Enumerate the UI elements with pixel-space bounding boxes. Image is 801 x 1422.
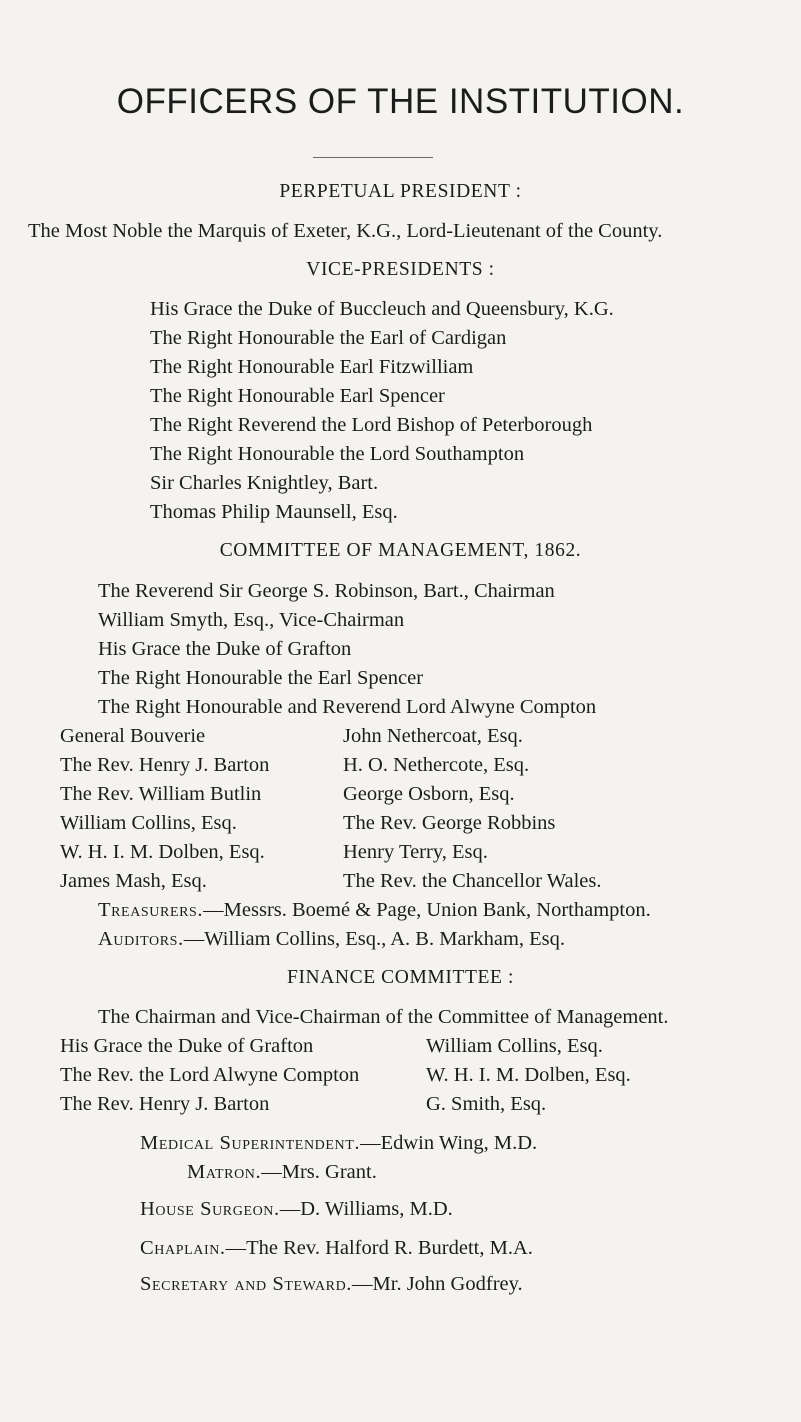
finance-member-right: William Collins, Esq. [426, 1035, 603, 1057]
committee-item: The Right Honourable the Earl Spencer [98, 667, 424, 689]
committee-member-right: John Nethercoat, Esq. [343, 725, 523, 747]
staff-value: —The Rev. Halford R. Burdett, M.A. [225, 1237, 533, 1259]
perpetual-president-name: The Most Noble the Marquis of Exeter, K.G., Lord-Lieutenant of the County. [28, 220, 663, 242]
treasurers-line [98, 898, 651, 922]
committee-member-right: The Rev. George Robbins [343, 812, 556, 834]
staff-line [140, 1236, 533, 1260]
finance-member-left: The Rev. the Lord Alwyne Compton [60, 1064, 360, 1086]
vice-president-item: His Grace the Duke of Buccleuch and Queensbury, K.G. [150, 298, 614, 320]
staff-line [187, 1160, 377, 1184]
staff-value: —Edwin Wing, M.D. [360, 1132, 538, 1154]
treasurers-value: —Messrs. Boemé & Page, Union Bank, Northampton. [203, 899, 651, 921]
committee-member-right: George Osborn, Esq. [343, 783, 515, 805]
auditors-line [98, 927, 565, 951]
vice-presidents-heading: VICE-PRESIDENTS : [306, 259, 495, 280]
staff-line [140, 1197, 453, 1221]
committee-member-left: The Rev. William Butlin [60, 783, 262, 805]
title-divider [313, 157, 433, 158]
committee-member-right: The Rev. the Chancellor Wales. [343, 870, 602, 892]
staff-line [140, 1131, 537, 1155]
committee-item: The Reverend Sir George S. Robinson, Bart., Chairman [98, 580, 555, 602]
auditors-label: Auditors. [98, 928, 184, 950]
committee-member-left: General Bouverie [60, 725, 206, 747]
treasurers-label: Treasurers. [98, 899, 204, 921]
committee-member-left: The Rev. Henry J. Barton [60, 754, 270, 776]
committee-member-left: James Mash, Esq. [60, 870, 207, 892]
finance-member-right: W. H. I. M. Dolben, Esq. [426, 1064, 631, 1086]
vice-president-item: The Right Honourable Earl Fitzwilliam [150, 356, 474, 378]
vice-president-item: The Right Honourable the Earl of Cardigan [150, 327, 507, 349]
vice-president-item: Sir Charles Knightley, Bart. [150, 472, 379, 494]
committee-member-left: William Collins, Esq. [60, 812, 237, 834]
committee-item: The Right Honourable and Reverend Lord Alwyne Compton [98, 696, 597, 718]
staff-value: —Mr. John Godfrey. [352, 1273, 523, 1295]
finance-committee-intro: The Chairman and Vice-Chairman of the Committee of Management. [98, 1006, 669, 1028]
vice-president-item: The Right Honourable Earl Spencer [150, 385, 445, 407]
auditors-value: —William Collins, Esq., A. B. Markham, Esq. [183, 928, 566, 950]
staff-label: Chaplain. [140, 1237, 226, 1259]
page-title: OFFICERS OF THE INSTITUTION. [116, 82, 685, 121]
finance-committee-heading: FINANCE COMMITTEE : [287, 967, 514, 988]
staff-line [140, 1272, 523, 1296]
committee-heading: COMMITTEE OF MANAGEMENT, 1862. [219, 540, 582, 561]
staff-value: —Mrs. Grant. [261, 1161, 377, 1183]
staff-value: —D. Williams, M.D. [279, 1198, 453, 1220]
committee-member-right: H. O. Nethercote, Esq. [343, 754, 530, 776]
staff-label: Matron. [187, 1161, 262, 1183]
vice-president-item: The Right Reverend the Lord Bishop of Peterborough [150, 414, 593, 436]
finance-member-right: G. Smith, Esq. [426, 1093, 547, 1115]
perpetual-president-heading: PERPETUAL PRESIDENT : [279, 181, 522, 202]
vice-president-item: The Right Honourable the Lord Southampton [150, 443, 525, 465]
vice-president-item: Thomas Philip Maunsell, Esq. [150, 501, 398, 523]
staff-label: Secretary and Steward. [140, 1273, 353, 1295]
staff-label: House Surgeon. [140, 1198, 280, 1220]
finance-member-left: His Grace the Duke of Grafton [60, 1035, 314, 1057]
committee-item: William Smyth, Esq., Vice-Chairman [98, 609, 405, 631]
committee-item: His Grace the Duke of Grafton [98, 638, 352, 660]
committee-member-right: Henry Terry, Esq. [343, 841, 488, 863]
staff-label: Medical Superintendent. [140, 1132, 361, 1154]
committee-member-left: W. H. I. M. Dolben, Esq. [60, 841, 265, 863]
finance-member-left: The Rev. Henry J. Barton [60, 1093, 270, 1115]
